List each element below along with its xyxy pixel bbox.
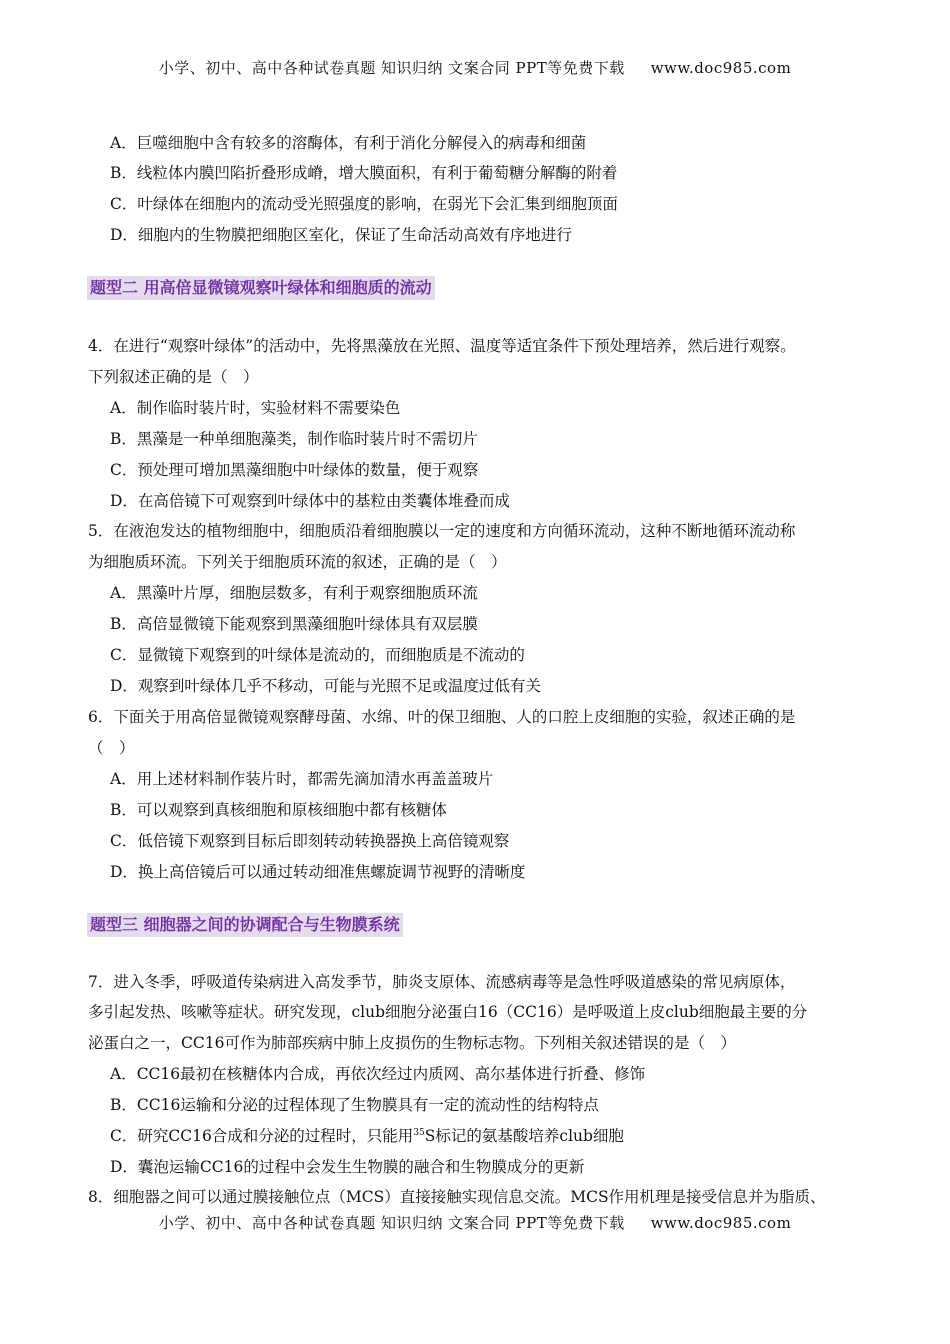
q7-stem-line3: 泌蛋白之一，CC16可作为肺部疾病中肺上皮损伤的生物标志物。下列相关叙述错误的是（ ） bbox=[88, 1034, 736, 1052]
q7-option-c-pre: C．研究CC16合成和分泌的过程时，只能用 bbox=[110, 1127, 414, 1145]
q4-option-a: A．制作临时装片时，实验材料不需要染色 bbox=[110, 399, 401, 417]
q5-option-c: C．显微镜下观察到的叶绿体是流动的，而细胞质是不流动的 bbox=[110, 646, 525, 664]
section-heading-2: 题型二 用高倍显微镜观察叶绿体和细胞质的流动 bbox=[87, 276, 435, 300]
q4-option-b: B．黑藻是一种单细胞藻类，制作临时装片时不需切片 bbox=[110, 430, 478, 448]
q6-option-d: D．换上高倍镜后可以通过转动细准焦螺旋调节视野的清晰度 bbox=[110, 863, 526, 881]
section-heading-3: 题型三 细胞器之间的协调配合与生物膜系统 bbox=[87, 913, 403, 937]
q7-option-c bbox=[110, 1126, 624, 1146]
q3-option-c: C．叶绿体在细胞内的流动受光照强度的影响，在弱光下会汇集到细胞顶面 bbox=[110, 195, 618, 213]
q7-stem-line1: 7．进入冬季，呼吸道传染病进入高发季节，肺炎支原体、流感病毒等是急性呼吸道感染的常见病原体， bbox=[88, 973, 796, 991]
q5-stem-line2: 为细胞质环流。下列关于细胞质环流的叙述，正确的是（ ） bbox=[88, 553, 507, 571]
footer-url[interactable]: www.doc985.com bbox=[650, 1214, 792, 1232]
q6-stem-line1: 6．下面关于用高倍显微镜观察酵母菌、水绵、叶的保卫细胞、人的口腔上皮细胞的实验，叙述正确的是 bbox=[88, 708, 796, 726]
q6-stem-line2: （ ） bbox=[88, 739, 135, 757]
page-footer bbox=[0, 1212, 950, 1233]
q5-option-a: A．黑藻叶片厚，细胞层数多，有利于观察细胞质环流 bbox=[110, 584, 478, 602]
q4-stem-line1: 4．在进行“观察叶绿体”的活动中，先将黑藻放在光照、温度等适宜条件下预处理培养，然后进行观察。 bbox=[88, 337, 796, 355]
q7-option-d: D．囊泡运输CC16的过程中会发生生物膜的融合和生物膜成分的更新 bbox=[110, 1158, 585, 1176]
q8-stem-line1: 8．细胞器之间可以通过膜接触位点（MCS）直接接触实现信息交流。MCS作用机理是接受信息并为脂质、 bbox=[88, 1188, 826, 1206]
q3-option-d: D．细胞内的生物膜把细胞区室化，保证了生命活动高效有序地进行 bbox=[110, 226, 572, 244]
q3-option-b: B．线粒体内膜凹陷折叠形成嵴，增大膜面积，有利于葡萄糖分解酶的附着 bbox=[110, 164, 618, 182]
page-header bbox=[0, 57, 950, 78]
header-url[interactable]: www.doc985.com bbox=[650, 59, 792, 77]
q7-option-c-post: S标记的氨基酸培养club细胞 bbox=[424, 1127, 624, 1145]
q6-option-a: A．用上述材料制作装片时，都需先滴加清水再盖盖玻片 bbox=[110, 770, 494, 788]
q6-option-b: B．可以观察到真核细胞和原核细胞中都有核糖体 bbox=[110, 801, 447, 819]
q4-stem-line2: 下列叙述正确的是（ ） bbox=[88, 368, 259, 386]
q7-option-b: B．CC16运输和分泌的过程体现了生物膜具有一定的流动性的结构特点 bbox=[110, 1096, 599, 1114]
q3-option-a: A．巨噬细胞中含有较多的溶酶体，有利于消化分解侵入的病毒和细菌 bbox=[110, 134, 587, 152]
q6-option-c: C．低倍镜下观察到目标后即刻转动转换器换上高倍镜观察 bbox=[110, 832, 510, 850]
q7-stem-line2: 多引起发热、咳嗽等症状。研究发现，club细胞分泌蛋白16（CC16）是呼吸道上皮club细胞最主要的分 bbox=[88, 1003, 808, 1021]
header-text: 小学、初中、高中各种试卷真题 知识归纳 文案合同 PPT等免费下载 bbox=[158, 59, 625, 77]
footer-text: 小学、初中、高中各种试卷真题 知识归纳 文案合同 PPT等免费下载 bbox=[158, 1214, 625, 1232]
q5-option-b: B．高倍显微镜下能观察到黑藻细胞叶绿体具有双层膜 bbox=[110, 615, 478, 633]
q5-stem-line1: 5．在液泡发达的植物细胞中，细胞质沿着细胞膜以一定的速度和方向循环流动，这种不断地循环流动称 bbox=[88, 522, 796, 540]
q7-option-c-superscript: 35 bbox=[413, 1128, 425, 1138]
q5-option-d: D．观察到叶绿体几乎不移动，可能与光照不足或温度过低有关 bbox=[110, 677, 541, 695]
q7-option-a: A．CC16最初在核糖体内合成，再依次经过内质网、高尔基体进行折叠、修饰 bbox=[110, 1065, 646, 1083]
q4-option-c: C．预处理可增加黑藻细胞中叶绿体的数量，便于观察 bbox=[110, 461, 479, 479]
q4-option-d: D．在高倍镜下可观察到叶绿体中的基粒由类囊体堆叠而成 bbox=[110, 492, 510, 510]
